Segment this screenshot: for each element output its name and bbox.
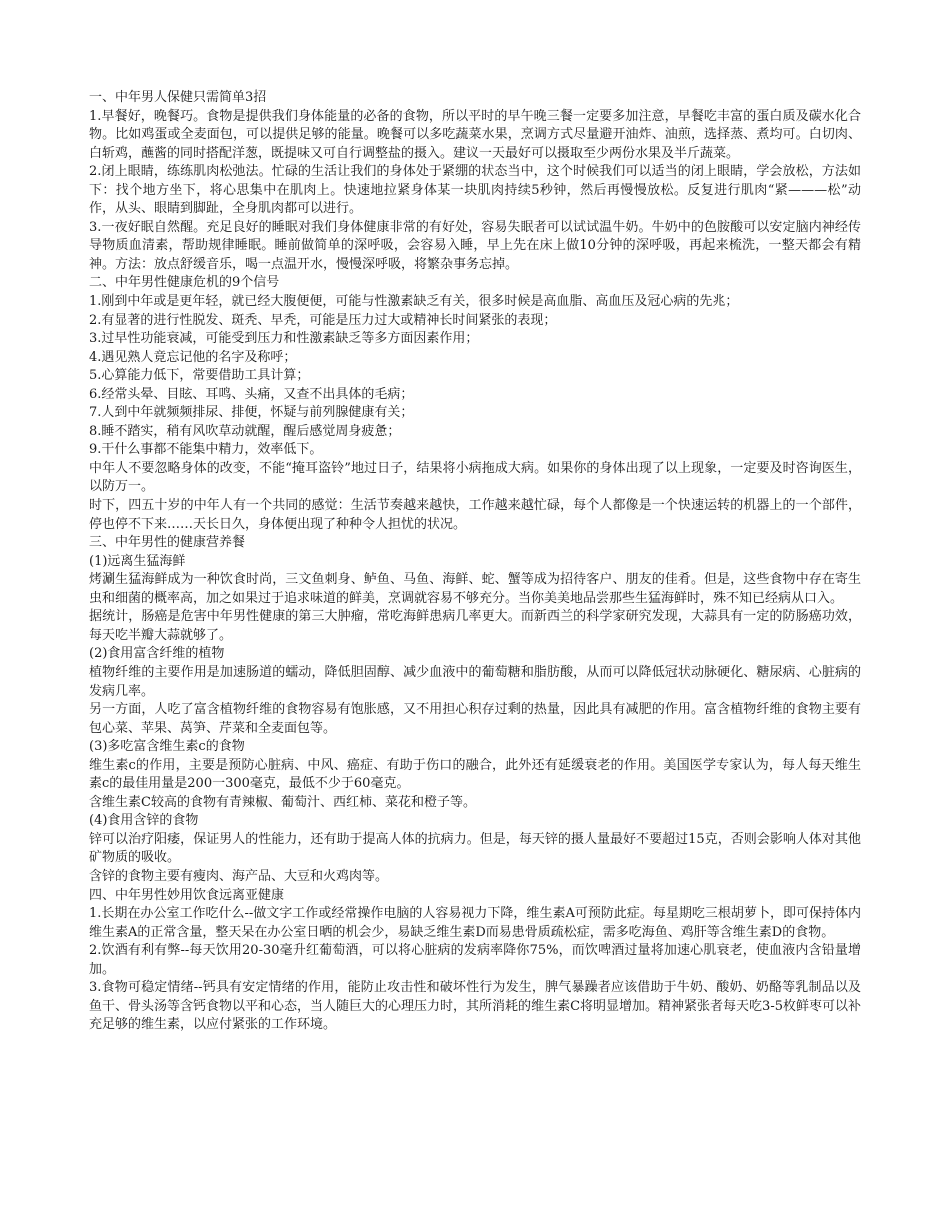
paragraph: 烤涮生猛海鲜成为一种饮食时尚，三文鱼刺身、鲈鱼、马鱼、海鲜、蛇、蟹等成为招待客户、朋友的佳肴。但是，这些食物中存在寄生虫和细菌的概率高，加之如果过于追求味道的鲜美，烹调就容易不够充分。当你美美地品尝那些生猛海鲜时，殊不知已经病从口入。 — [89, 572, 861, 606]
paragraph: 含维生素C较高的食物有青辣椒、葡萄汁、西红柿、菜花和橙子等。 — [89, 794, 476, 810]
section-heading: 二、中年男性健康危机的9个信号 — [89, 275, 280, 291]
paragraph: 1.早餐好，晚餐巧。食物是提供我们身体能量的必备的食物，所以平时的早午晚三餐一定要多加注意，早餐吃丰富的蛋白质及碳水化合物。比如鸡蛋或全麦面包，可以提供足够的能量。晚餐可以多吃蔬菜水果，烹调方式尽量避开油炸、油煎，选择蒸、煮均可。白切肉、白斩鸡，蘸酱的同时搭配洋葱，既提味又可自行调整盐的摄入。建议一天最好可以摄取至少两份水果及半斤蔬菜。 — [89, 108, 861, 161]
paragraph: 维生素c的作用，主要是预防心脏病、中风、癌症、有助于伤口的融合，此外还有延缓衰老的作用。美国医学专家认为，每人每天维生素c的最佳用量是200一300毫克，最低不少于60毫克。 — [89, 757, 861, 792]
section-heading: 一、中年男人保健只需简单3招 — [89, 90, 267, 105]
section-heading: 三、中年男性的健康营养餐 — [89, 535, 246, 551]
section-heading: 四、中年男性妙用饮食远离亚健康 — [89, 887, 285, 903]
list-item: 6.经常头晕、目眩、耳鸣、头痛，又查不出具体的毛病； — [89, 386, 414, 402]
list-item: 1.刚到中年或是更年轻，就已经大腹便便，可能与性激素缺乏有关，很多时候是高血脂、高血压及冠心病的先兆； — [89, 294, 739, 310]
paragraph: 3.一夜好眠自然醒。充足良好的睡眠对我们身体健康非常的有好处，容易失眠者可以试试温牛奶。牛奶中的色胺酸可以安定脑内神经传导物质血清素，帮助规律睡眠。睡前做简单的深呼吸，会容易入睡，早上先在床上做10分钟的深呼吸，再起来梳洗，一整天都会有精神。方法：放点舒缓音乐，喝一点温开水，慢慢深呼吸，将繁杂事务忘掉。 — [89, 219, 861, 272]
paragraph: 据统计，肠癌是危害中年男性健康的第三大肿瘤，常吃海鲜患病几率更大。而新西兰的科学家研究发现，大蒜具有一定的防肠癌功效，每天吃半瓣大蒜就够了。 — [89, 609, 861, 643]
list-item: 3.食物可稳定情绪--钙具有安定情绪的作用，能防止攻击性和破坏性行为发生，脾气暴躁者应该借助于牛奶、酸奶、奶酪等乳制品以及鱼干、骨头汤等含钙食物以平和心态，当人随巨大的心理压力时，其所消耗的维生素C将明显增加。精神紧张者每天吃3-5枚鲜枣可以补充足够的维生素，以应付紧张的工作环境。 — [89, 980, 861, 1033]
subsection-heading: (1)远离生猛海鲜 — [89, 553, 186, 569]
list-item: 3.过早性功能衰减，可能受到压力和性激素缺乏等多方面因素作用； — [89, 331, 479, 347]
document-page — [89, 89, 861, 1035]
list-item: 2.有显著的进行性脱发、斑秃、早秃，可能是压力过大或精神长时间紧张的表现； — [89, 312, 557, 328]
paragraph: 含锌的食物主要有瘦肉、海产品、大豆和火鸡肉等。 — [89, 868, 389, 884]
paragraph: 植物纤维的主要作用是加速肠道的蠕动，降低胆固醇、减少血液中的葡萄糖和脂肪酸，从而可以降低冠状动脉硬化、糖尿病、心脏病的发病几率。 — [89, 664, 861, 699]
list-item: 9.干什么事都不能集中精力，效率低下。 — [89, 442, 323, 458]
paragraph: 时下，四五十岁的中年人有一个共同的感觉：生活节奏越来越快，工作越来越忙碌，每个人都像是一个快速运转的机器上的一个部件，停也停不下来……天长日久，身体便出现了种种令人担忧的状况。 — [89, 498, 861, 532]
list-item: 8.睡不踏实，稍有风吹草动就醒，醒后感觉周身疲惫； — [89, 423, 401, 439]
list-item: 4.遇见熟人竟忘记他的名字及称呼； — [89, 349, 297, 365]
paragraph: 2.闭上眼睛，练练肌肉松弛法。忙碌的生活让我们的身体处于紧绷的状态当中，这个时候我们可以适当的闭上眼睛，学会放松，方法如下：找个地方坐下，将心思集中在肌肉上。快速地拉紧身体某一块肌肉持续5秒钟，然后再慢慢放松。反复进行肌肉“紧———松”动作，从头、眼睛到脚趾，全身肌肉都可以进行。 — [89, 164, 861, 217]
paragraph: 锌可以治疗阳痿，保证男人的性能力，还有助于提高人体的抗病力。但是，每天锌的摄人量最好不要超过15克，否则会影响人体对其他矿物质的吸收。 — [89, 831, 861, 866]
subsection-heading: (3)多吃富含维生素c的食物 — [89, 739, 245, 755]
list-item: 7.人到中年就频频排尿、排便，怀疑与前列腺健康有关； — [89, 405, 414, 421]
subsection-heading: (4)食用含锌的食物 — [89, 813, 199, 829]
subsection-heading: (2)食用富含纤维的植物 — [89, 646, 225, 662]
list-item: 5.心算能力低下，常要借助工具计算； — [89, 368, 310, 384]
paragraph: 中年人不要忽略身体的改变，不能“掩耳盗铃”地过日子，结果将小病拖成大病。如果你的身体出现了以上现象，一定要及时咨询医生，以防万一。 — [89, 460, 861, 495]
paragraph: 另一方面，人吃了富含植物纤维的食物容易有饱胀感，又不用担心积存过剩的热量，因此具有减肥的作用。富含植物纤维的食物主要有包心菜、苹果、莴笋、芹菜和全麦面包等。 — [89, 702, 861, 736]
list-item: 1.长期在办公室工作吃什么--做文字工作或经常操作电脑的人容易视力下降，维生素A可预防此症。每星期吃三根胡萝卜，即可保持体内维生素A的正常含量，整天呆在办公室日晒的机会少，易缺乏维生素D而易患骨质疏松症，需多吃海鱼、鸡肝等含维生素D的食物。 — [89, 906, 861, 940]
list-item: 2.饮酒有利有弊--每天饮用20-30毫升红葡萄酒，可以将心脏病的发病率降你75%，而饮啤酒过量将加速心肌衰老，使血液内含铅量增加。 — [89, 943, 861, 977]
